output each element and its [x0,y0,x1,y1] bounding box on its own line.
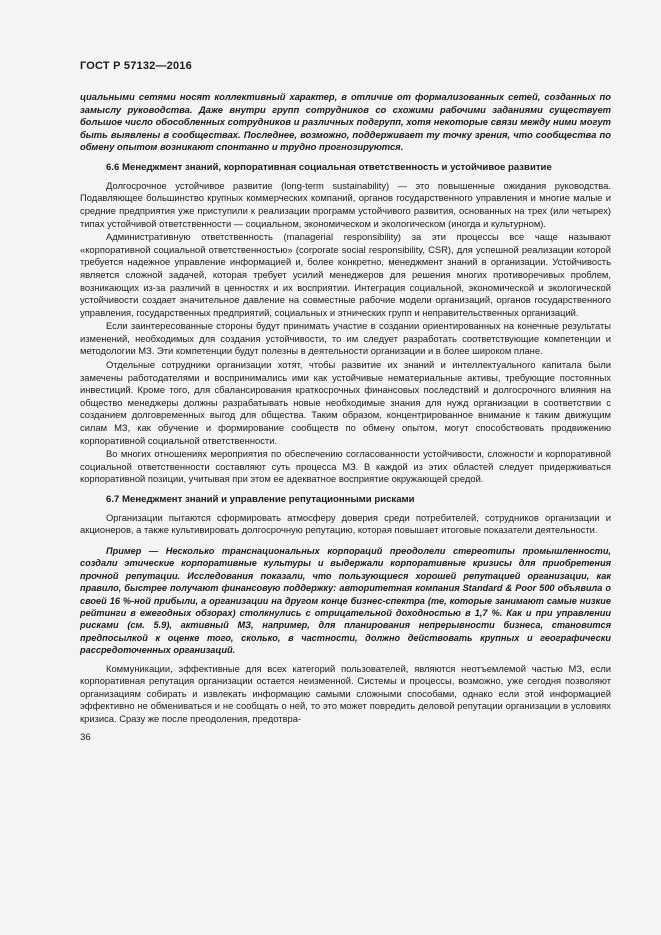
page-number: 36 [80,731,91,743]
section-6-6-paragraph-2: Административную ответственность (managerial responsibility) за эти процессы все чаще называют «корпоративной социальной ответственностью» (corporate social responsibility, CSR), для успешной реализации которой требуется надежное управление информацией и, более конкретно, менеджмент знаний в организации. Устойчивость является сложной задачей, которая требует усилий менеджеров для решения многих противоречивых проблем, возникающих из-за различий в ценностях и их восприятии. Интеграция социальной, экономической и экологической устойчивости создает значительное давление на совместные рабочие модели организаций, органов государственного управления, государственных предприятий, социальных и этнических групп и неправительственных организаций. [80,231,611,318]
intro-paragraph: циальными сетями носят коллективный характер, в отличие от формализованных сетей, созданных по замыслу руководства. Даже внутри групп сотрудников со схожими рабочими заданиями существует большое число обособленных сотрудников и различных подгрупп, хотя некоторые связи между ними могут быть выявлены в сообществах. Последнее, возможно, поддерживает ту точку зрения, что сообщества по обмену опытом возникают спонтанно и трудно прогнозируются. [80,91,611,153]
section-6-7-paragraph-2: Коммуникации, эффективные для всех категорий пользователей, являются неотъемлемой частью МЗ, если корпоративная репутация организации остается неизменной. Системы и процессы, возможно, уже сегодня позволяют организациям собирать и извлекать информацию самыми сложными способами, однако если этой информацией эффективно не обмениваться и не сообщать о ней, то это может повредить деловой репутации организации в условиях кризиса. Сразу же после преодоления, предотвра- [80,662,611,725]
section-6-6-paragraph-4: Отдельные сотрудники организации хотят, чтобы развитие их знаний и интеллектуального капитала были замечены работодателями и воспринимались ими как устойчивые нематериальные активы, требующие постоянных инвестиций. Кроме того, для сбалансирования краткосрочных финансовых последствий и долгосрочного влияния на общество менеджеры должны разрабатывать новые необходимые знания для нужд организации в соответствии с созданием долговременных выгод для общества. Таким образом, концентрированное внимание к таким движущим силам МЗ, как обучение и формирование сообществ по обмену опытом, могут способствовать продвижению корпоративной социальной ответственности. [80,359,611,446]
section-6-7-title: 6.7 Менеджмент знаний и управление репутационными рисками [106,494,415,506]
section-6-6-title: 6.6 Менеджмент знаний, корпоративная социальная ответственность и устойчивое развитие [106,161,552,173]
section-6-6-paragraph-3: Если заинтересованные стороны будут принимать участие в создании ориентированных на конечные результаты изменений, необходимых для создания устойчивости, то им следует разработать соответствующие компетенции и методологии МЗ. Эти компетенции будут полезны в деятельности организации и в более широком плане. [80,320,611,357]
section-6-6-paragraph-5: Во многих отношениях мероприятия по обеспечению согласованности устойчивости, сложности и корпоративной социальной ответственности составляют суть процесса МЗ. В каждой из этих областей следует придерживаться корпоративной позиции, учитывая при этом ее адекватное восприятие окружающей средой. [80,448,611,485]
section-6-6-paragraph-1: Долгосрочное устойчивое развитие (long-term sustainability) — это повышенные ожидания руководства. Подавляющее большинство крупных коммерческих компаний, органов государственного управления и многие малые и средние предприятия уже приступили к реализации программ устойчивого развития, основанных на трех (или четырех) типах устойчивой ответственности — социальном, экономическом и экологическом (иногда и культурном). [80,179,611,229]
example-paragraph: Пример — Несколько транснациональных корпораций преодолели стереотипы промышленности, создали этические корпоративные культуры и выдержали корпоративные кризисы для приобретения прочной репутации. Исследования показали, что пользующиеся хорошей репутацией организации, как правило, быстрее получают финансовую поддержку: авторитетная компания Standard & Poor 500 объявила о своей 16 %-ной прибыли, а организации на другом конце бизнес-спектра (те, которые занимают самые низкие рейтинги в ежегодных обзорах) столкнулись с отрицательной доходностью в 1,7 %. Как и при управлении рисками (см. 5.9), активный МЗ, например, для планирования непрерывности бизнеса, становится предпосылкой к оценке того, сколько, в частности, должно действовать крупных и географически рассредоточенных организаций. [80,546,611,656]
section-6-7-paragraph-1: Организации пытаются сформировать атмосферу доверия среди потребителей, сотрудников организации и акционеров, а также культивировать долгосрочную репутацию, которая повышает итоговые показатели деятельности. [80,511,611,536]
standard-header: ГОСТ Р 57132—2016 [80,60,192,72]
